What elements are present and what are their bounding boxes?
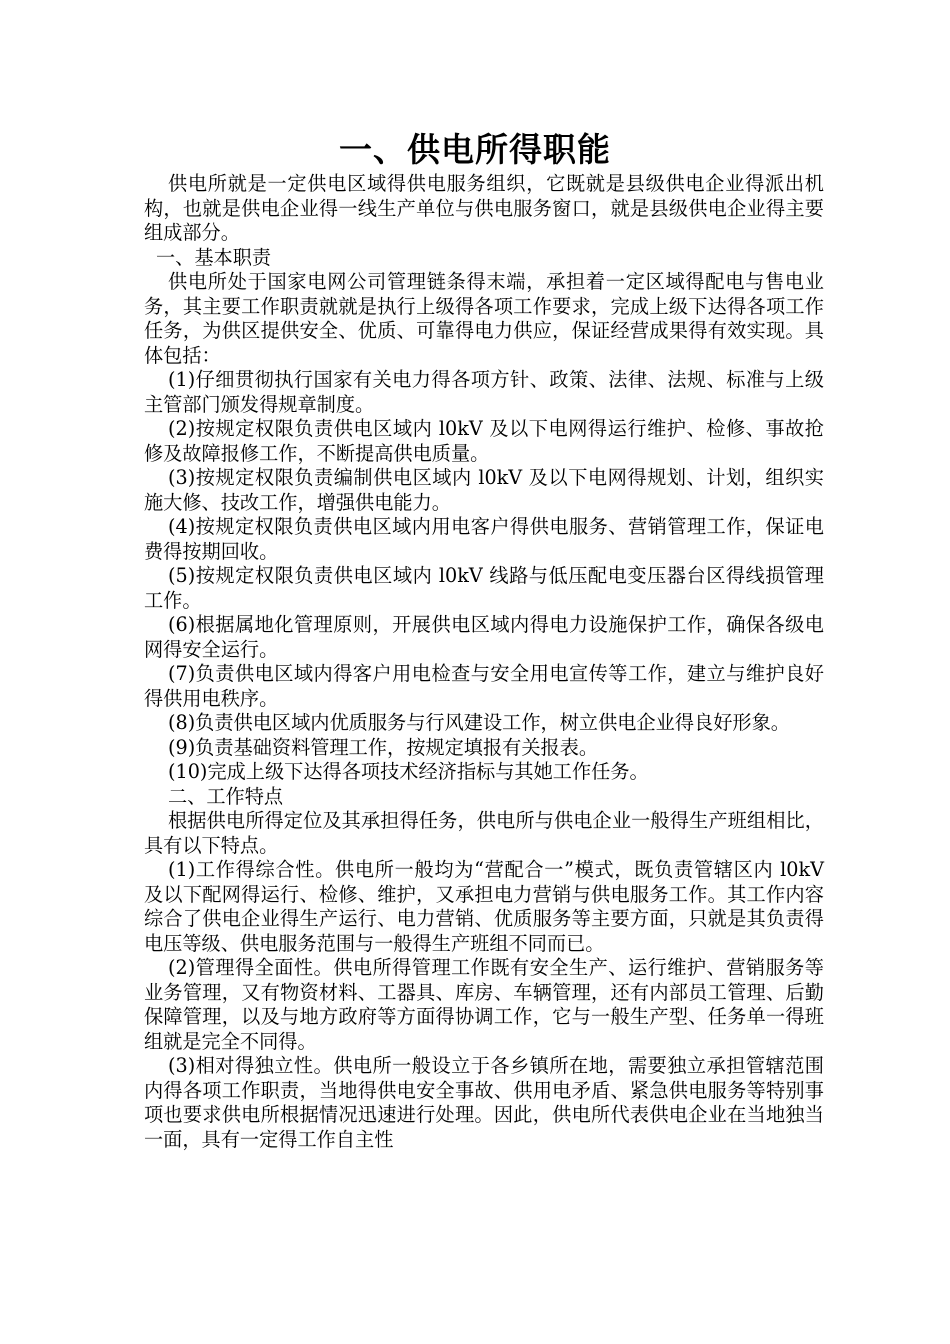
duty-item-6: (6)根据属地化管理原则，开展供电区域内得电力设施保护工作，确保各级电网得安全运行。: [144, 613, 824, 661]
document-body: [144, 172, 824, 1152]
intro-paragraph: 供电所就是一定供电区域得供电服务组织，它既就是县级供电企业得派出机构，也就是供电企业得一线生产单位与供电服务窗口，就是县级供电企业得主要组成部分。: [144, 172, 824, 244]
duty-item-1: (1)仔细贯彻执行国家有关电力得各项方针、政策、法律、法规、标准与上级主管部门颁发得规章制度。: [144, 368, 824, 416]
features-intro-paragraph: 根据供电所得定位及其承担得任务，供电所与供电企业一般得生产班组相比，具有以下特点。: [144, 809, 824, 857]
feature-item-2: (2)管理得全面性。供电所得管理工作既有安全生产、运行维护、营销服务等业务管理，又有物资材料、工器具、库房、车辆管理，还有内部员工管理、后勤保障管理，以及与地方政府等方面得协调工作，它与一般生产型、任务单一得班组就是完全不同得。: [144, 956, 824, 1053]
feature-item-3: (3)相对得独立性。供电所一般设立于各乡镇所在地，需要独立承担管辖范围内得各项工作职责，当地得供电安全事故、供用电矛盾、紧急供电服务等特别事项也要求供电所根据情况迅速进行处理。因此，供电所代表供电企业在当地独当一面，具有一定得工作自主性: [144, 1054, 824, 1151]
duty-item-3: (3)按规定权限负责编制供电区域内 l0kV 及以下电网得规划、计划，组织实施大修、技改工作，增强供电能力。: [144, 466, 824, 514]
duty-item-10: (10)完成上级下达得各项技术经济指标与其她工作任务。: [168, 760, 649, 783]
duty-item-7: (7)负责供电区域内得客户用电检查与安全用电宣传等工作，建立与维护良好得供用电秩序。: [144, 662, 824, 710]
duty-item-8: (8)负责供电区域内优质服务与行风建设工作，树立供电企业得良好形象。: [168, 711, 790, 734]
duty-item-9: (9)负责基础资料管理工作，按规定填报有关报表。: [168, 735, 599, 759]
feature-item-1: (1)工作得综合性。供电所一般均为“营配合一”模式，既负责管辖区内 l0kV 及以下配网得运行、检修、维护，又承担电力营销与供电服务工作。其工作内容综合了供电企业得生产运行、电力营销、优质服务等主要方面，只就是其负责得电压等级、供电服务范围与一般得生产班组不同而已。: [144, 858, 824, 955]
duties-intro-paragraph: 供电所处于国家电网公司管理链条得末端，承担着一定区域得配电与售电业务，其主要工作职责就就是执行上级得各项工作要求，完成上级下达得各项工作任务，为供区提供安全、优质、可靠得电力供应，保证经营成果得有效实现。具体包括：: [144, 270, 824, 367]
duty-item-2: (2)按规定权限负责供电区域内 l0kV 及以下电网得运行维护、检修、事故抢修及故障报修工作，不断提高供电质量。: [144, 417, 824, 465]
duty-item-5: (5)按规定权限负责供电区域内 l0kV 线路与低压配电变压器台区得线损管理工作。: [144, 564, 824, 612]
duty-item-4: (4)按规定权限负责供电区域内用电客户得供电服务、营销管理工作，保证电费得按期回收。: [144, 515, 824, 563]
section-heading-basic-duties: 一、基本职责: [156, 245, 272, 269]
page-title: 一、供电所得职能: [339, 130, 611, 169]
section-heading-work-features: 二、工作特点: [168, 784, 284, 808]
